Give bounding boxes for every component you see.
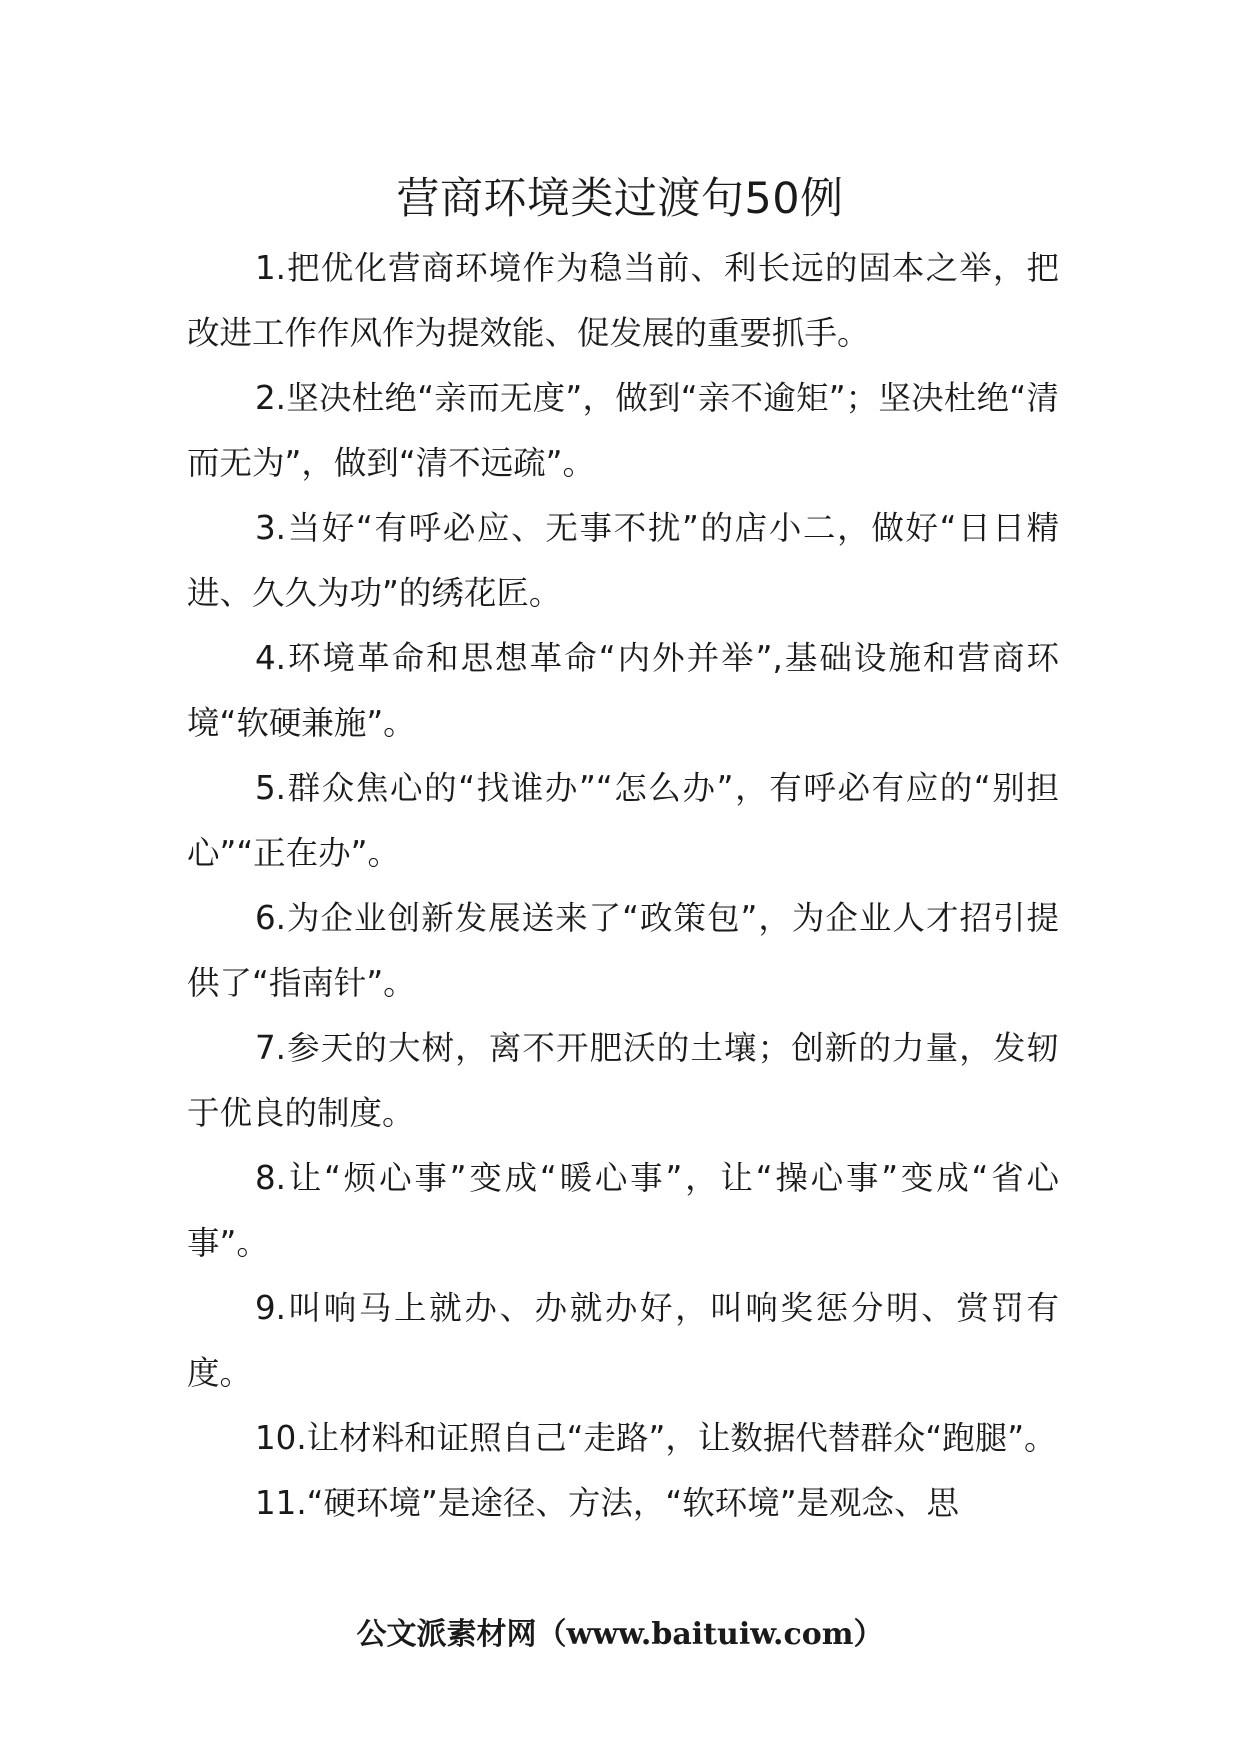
list-item: 5.群众焦心的“找谁办”“怎么办”，有呼必有应的“别担心”“正在办”。 [187,769,1059,872]
list-item: 8.让“烦心事”变成“暖心事”，让“操心事”变成“省心事”。 [187,1159,1059,1262]
page-title: 营商环境类过渡句50例 [396,174,844,224]
item-list [187,236,1059,1536]
list-item: 6.为企业创新发展送来了“政策包”，为企业人才招引提供了“指南针”。 [187,899,1059,1002]
list-item: 4.环境革命和思想革命“内外并举”,基础设施和营商环境“软硬兼施”。 [187,639,1059,742]
list-item: 3.当好“有呼必应、无事不扰”的店小二，做好“日日精进、久久为功”的绣花匠。 [187,509,1059,612]
list-item: 10.让材料和证照自己“走路”，让数据代替群众“跑腿”。 [255,1419,1057,1457]
list-item: 9.叫响马上就办、办就办好，叫响奖惩分明、赏罚有度。 [187,1289,1059,1392]
footer-source: 公文派素材网（www.baituiw.com） [356,1617,884,1652]
list-item: 2.坚决杜绝“亲而无度”，做到“亲不逾矩”；坚决杜绝“清而无为”，做到“清不远疏”。 [187,379,1059,482]
list-item: 7.参天的大树，离不开肥沃的土壤；创新的力量，发轫于优良的制度。 [187,1029,1059,1132]
list-item: 1.把优化营商环境作为稳当前、利长远的固本之举，把改进工作作风作为提效能、促发展的重要抓手。 [187,249,1059,352]
list-item: 11.“硬环境”是途径、方法，“软环境”是观念、思 [255,1484,960,1522]
